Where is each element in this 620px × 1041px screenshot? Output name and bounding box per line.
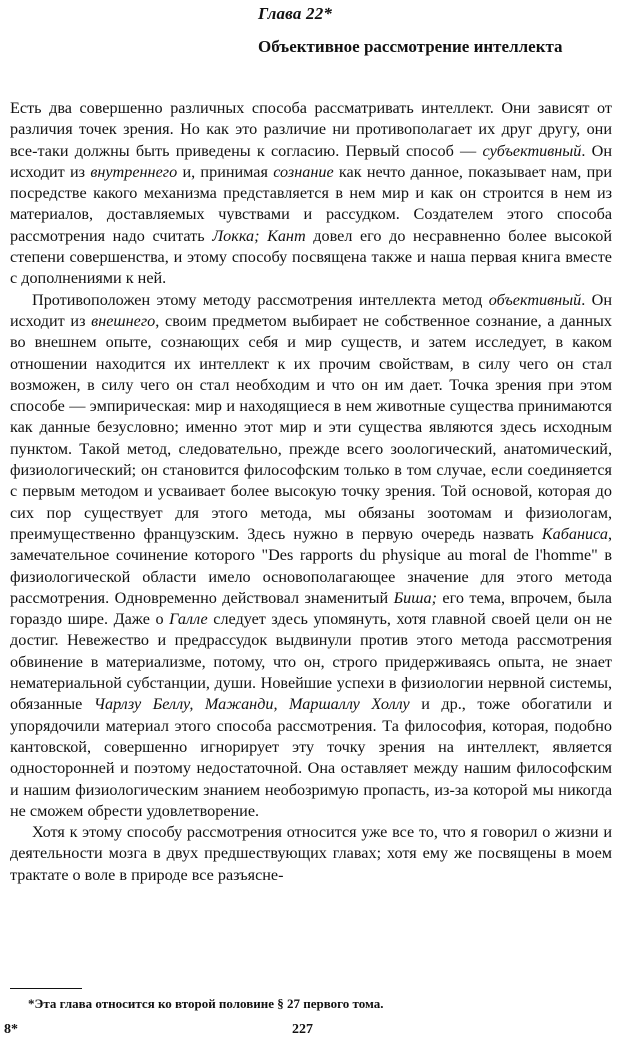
- chapter-label: Глава 22*: [258, 4, 333, 23]
- italic-text: Кабаниса: [541, 524, 608, 543]
- paragraph-3: [10, 822, 612, 886]
- italic-text: объективный: [488, 290, 582, 309]
- italic-text: Локка; Кант: [212, 226, 306, 245]
- footnote-rule: [10, 988, 82, 989]
- paragraph-1: [10, 98, 612, 290]
- italic-text: внешнего: [91, 311, 156, 330]
- page-number: 227: [292, 1022, 313, 1037]
- printer-signature: 8*: [4, 1022, 18, 1037]
- footnote: *Эта глава относится ко второй половине § 27 первого тома.: [28, 996, 384, 1011]
- italic-text: Биша;: [393, 588, 437, 607]
- italic-text: субъективный: [482, 141, 582, 160]
- italic-text: Галле: [169, 610, 208, 629]
- body-text: [10, 98, 612, 886]
- chapter-title: Объективное рассмотрение интеллекта: [258, 37, 563, 56]
- text-run: Противоположен этому методу рассмотрения интеллекта метод: [32, 290, 489, 309]
- text-run: и, принимая: [177, 162, 274, 181]
- text-run: , своим предметом выбирает не собственное сознание, а данных во внешнем опыте, сознающих себя и мир существ, и затем исследует, в каком отношении находится их интеллект к их прочим свойствам, в силу чего он стал возможен, в силу чего он стал необходим и что он им дает. Точка зрения при этом способе — эмпирическая: мир и находящиеся в нем животные существа принимаются как данные безусловно; именно этот мир и эти существа являются здесь исходным пунктом. Такой метод, следовательно, прежде всего зоологический, анатомический, физиологический; он становится философским только в том случае, если соединяется с первым методом и усваивает более высокую точку зрения. Той основой, которая до сих пор существует для этого метода, мы обязаны зоотомам и физиологам, преимущественно французским. Здесь нужно в первую очередь назвать: [10, 311, 612, 543]
- text-run: его тема, впрочем, была гораздо шире. Даже о: [10, 588, 612, 629]
- text-run: и др., тоже обогатили и упорядочили материал этого способа рассмотрения. Та философия, которая, подобно кантовской, совершенно игнорирует эту точку зрения на интеллект, является односторонней и поэтому недостаточной. Она оставляет между нашим философским и нашим физиологическим знанием необозримую пропасть, из-за которой мы никогда не сможем обрести удовлетворение.: [10, 695, 612, 820]
- text-run: . Он исходит из: [10, 290, 612, 330]
- text-run: следует здесь упомянуть, хотя главной своей цели он не достиг. Невежество и предрассудок выдвинули против этого метода рассмотрения обвинение в материализме, потому, что он, строго придерживаясь опыта, не знает нематериальной субстанции, души. Новейшие успехи в физиологии нервной системы, обязанные: [10, 610, 613, 714]
- italic-text: внутреннего: [90, 162, 178, 181]
- text-run: довел его до несравненно более высокой степени совершенства, и этому способу посвящена также и наша первая книга вместе с дополнениями к ней.: [10, 226, 612, 288]
- text-run: , замечательное сочинение которого "Des rapports du physique au moral de l'homme" в физиологической области имело основополагающее значение для этого метода рассмотрения. Одновременно действовал знаменитый: [10, 524, 612, 607]
- text-run: как нечто данное, показывает нам, при посредстве какого механизма представляется в нем мир и как он строится в нем из материалов, доставляемых чувствами и рассудком. Создателем этого способа рассмотрения надо считать: [10, 162, 612, 245]
- text-run: Есть два совершенно различных способа рассматривать интеллект. Они зависят от различия точек зрения. Но как это различие ни противополагает их друг другу, они все-таки должны быть приведены к согласию. Первый способ —: [10, 99, 612, 160]
- italic-text: Чарлзу Беллу, Мажанди, Маршаллу Холлу: [93, 695, 410, 714]
- text-run: . Он исходит из: [10, 141, 612, 181]
- paragraph-2: [10, 290, 612, 822]
- italic-text: сознание: [273, 162, 334, 181]
- text-run: Хотя к этому способу рассмотрения относится уже все то, что я говорил о жизни и деятельности мозга в двух предшествующих главах; хотя ему же посвящены в моем трактате о воле в природе все разъясне-: [10, 823, 612, 884]
